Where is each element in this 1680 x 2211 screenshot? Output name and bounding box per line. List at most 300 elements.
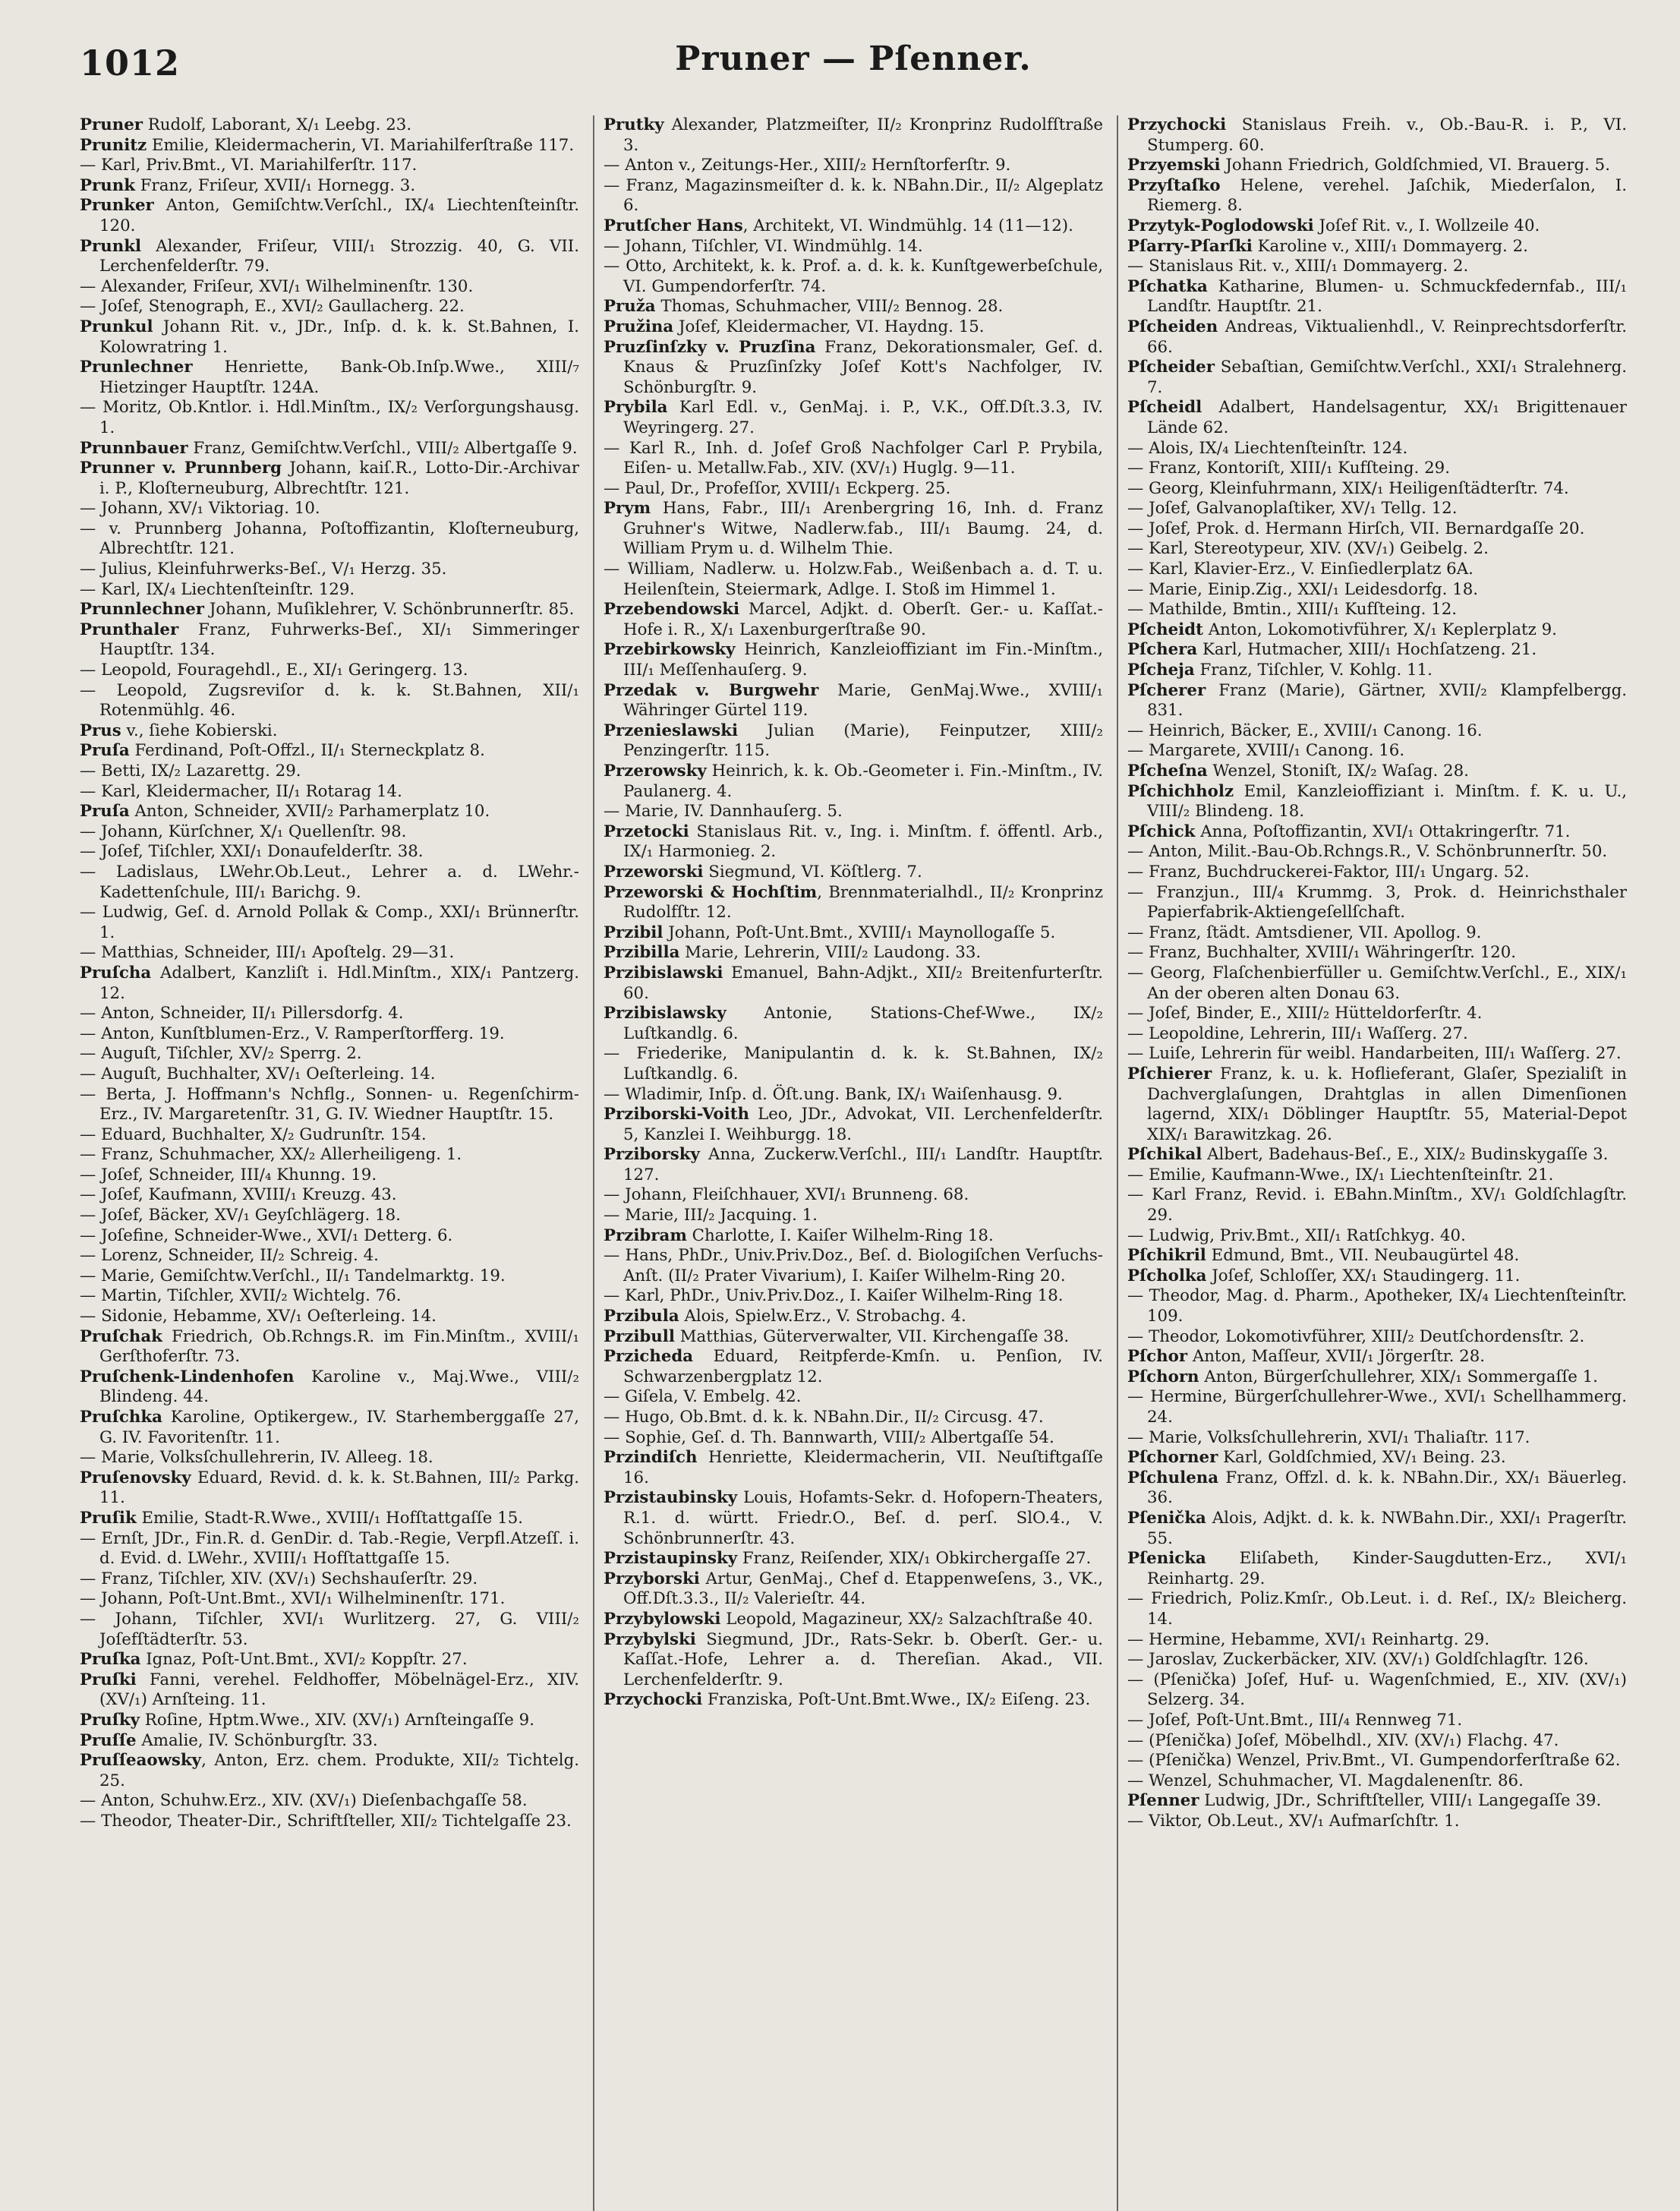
entry-name: Pſchichholz	[1127, 781, 1234, 801]
entry-details: Rudolf, Laborant, X/₁ Leebg. 23.	[142, 115, 412, 134]
entry-details: Franz, Tiſchler, V. Kohlg. 11.	[1194, 661, 1433, 680]
directory-entry	[1127, 1468, 1627, 1509]
entry-name: Przybylski	[604, 1629, 696, 1649]
entry-details: — Marie, Einip.Zig., XXI/₁ Leidesdorfg. 18.	[1127, 579, 1479, 599]
directory-entry	[604, 1428, 1103, 1449]
entry-details: — Hermine, Hebamme, XVI/₁ Reinhartg. 29.	[1127, 1629, 1490, 1649]
entry-name: Pſcheiden	[1127, 317, 1218, 336]
entry-details: — Johann, Tiſchler, XVI/₁ Wurlitzerg. 27, G. VIII/₂ Joſefſtädterſtr. 53.	[80, 1609, 579, 1649]
entry-details: Leo, JDr., Advokat, VII. Lerchenfelderſtr. 5, Kanzlei I. Weihburgg. 18.	[623, 1105, 1103, 1144]
directory-entry	[80, 600, 579, 620]
directory-entry	[1127, 863, 1627, 883]
entry-details: — Franz, Tiſchler, XIV. (XV/₁) Sechshauſerſtr. 29.	[80, 1569, 478, 1588]
directory-entry	[604, 1085, 1103, 1106]
directory-entry	[80, 358, 579, 398]
directory-entry	[1127, 1004, 1627, 1024]
directory-entry	[1127, 1751, 1627, 1771]
entry-details: — Auguſt, Buchhalter, XV/₁ Oeſterleing. 14.	[80, 1064, 436, 1083]
entry-details: — Martin, Tiſchler, XVII/₂ Wichtelg. 76.	[80, 1286, 402, 1306]
entry-name: Prunner v. Prunnberg	[80, 459, 282, 478]
directory-entry	[1127, 560, 1627, 580]
directory-entry	[1127, 1286, 1627, 1326]
directory-entry	[80, 499, 579, 519]
entry-details: — v. Prunnberg Johanna, Poſtoffizantin, Kloſterneuburg, Albrechtſtr. 121.	[80, 519, 579, 559]
entry-details: — Franz, ſtädt. Amtsdiener, VII. Apollog. 9.	[1127, 923, 1482, 942]
directory-entry	[604, 257, 1103, 297]
entry-details: — Johann, Tiſchler, VI. Windmühlg. 14.	[604, 236, 923, 256]
entry-details: — Sidonie, Hebamme, XV/₁ Oeſterleing. 14.	[80, 1307, 437, 1326]
directory-entry	[1127, 883, 1627, 923]
entry-details: Adalbert, Handelsagentur, XX/₁ Brigittenauer Lände 62.	[1147, 398, 1627, 437]
directory-entry	[1127, 580, 1627, 601]
entry-name: Pſcholka	[1127, 1266, 1207, 1285]
entry-details: — Luiſe, Lehrerin für weibl. Handarbeiten, III/₁ Waſſerg. 27.	[1127, 1044, 1622, 1064]
entry-name: Przicheda	[604, 1347, 694, 1367]
entry-details: Alexander, Friſeur, VIII/₁ Strozzig. 40, G. VII. Lerchenfelderſtr. 79.	[99, 236, 579, 276]
directory-entry	[604, 1387, 1103, 1408]
entry-name: Pruſchak	[80, 1326, 162, 1346]
entry-name: Przibislawski	[604, 963, 723, 982]
entry-details: — Joſef, Kaufmann, XVIII/₁ Kreuzg. 43.	[80, 1185, 397, 1205]
directory-entry	[80, 1044, 579, 1064]
directory-entry	[80, 136, 579, 156]
directory-entry	[604, 176, 1103, 216]
entry-details: — Paul, Dr., Profeſſor, XVIII/₁ Eckperg. 25.	[604, 478, 951, 498]
directory-entry	[80, 1004, 579, 1024]
directory-entry	[604, 640, 1103, 680]
directory-entry	[1127, 923, 1627, 944]
entry-details: — Berta, J. Hoffmann's Nchflg., Sonnen- u. Regenſchirm-Erz., IV. Margaretenſtr. 31, G. IV. Wiedner Hauptſtr. 15.	[80, 1084, 579, 1124]
directory-entry	[80, 439, 579, 459]
entry-name: Prunk	[80, 175, 135, 195]
entry-details: , Anton, Erz. chem. Produkte, XII/₂ Tichtelg. 25.	[99, 1751, 579, 1790]
entry-details: — Hermine, Bürgerſchullehrer-Wwe., XVI/₁ Schellhammerg. 24.	[1127, 1387, 1627, 1427]
directory-entry	[1127, 398, 1627, 438]
directory-entry	[1127, 1711, 1627, 1731]
entry-name: Pſenner	[1127, 1791, 1199, 1811]
entry-details: — Karl R., Inh. d. Joſef Groß Nachfolger Carl P. Prybila, Eiſen- u. Metallw.Fab., XIV. (XV/₁) Huglg. 9—11.	[604, 438, 1103, 478]
entry-details: — Joſefine, Schneider-Wwe., XVI/₁ Detterg. 6.	[80, 1225, 453, 1245]
entry-details: — Marie, Gemiſchtw.Verſchl., II/₁ Tandelmarktg. 19.	[80, 1266, 506, 1285]
directory-entry	[80, 580, 579, 601]
directory-entry	[1127, 1387, 1627, 1427]
entry-name: Pſchorn	[1127, 1367, 1199, 1386]
entry-details: — Margarete, XVIII/₁ Canong. 16.	[1127, 741, 1405, 761]
directory-entry	[604, 1206, 1103, 1226]
directory-entry	[1127, 277, 1627, 317]
entry-name: Pſchorner	[1127, 1448, 1218, 1468]
entry-name: Przindiſch	[604, 1448, 698, 1468]
entry-name: Pſchikril	[1127, 1246, 1206, 1266]
entry-details: Johann, kaiſ.R., Lotto-Dir.-Archivar i. P., Kloſterneuburg, Albrechtſtr. 121.	[99, 459, 579, 498]
entry-details: — Johann, XV/₁ Viktoriag. 10.	[80, 499, 320, 519]
directory-entry	[1127, 964, 1627, 1004]
entry-name: Pruſa	[80, 741, 130, 761]
entry-details: Marie, GenMaj.Wwe., XVIII/₁ Währinger Gürtel 119.	[623, 680, 1103, 721]
entry-name: Pſchikal	[1127, 1145, 1202, 1165]
directory-entry	[80, 1812, 579, 1832]
entry-details: — (Pſenička) Joſef, Möbelhdl., XIV. (XV/₁) Flachg. 47.	[1127, 1730, 1559, 1750]
entry-details: — Leopold, Fouragehdl., E., XI/₁ Geringerg. 13.	[80, 661, 468, 680]
entry-name: Prunnbauer	[80, 438, 188, 458]
entry-details: — Marie, Volksſchullehrerin, XVI/₁ Thaliaſtr. 117.	[1127, 1427, 1530, 1447]
entry-details: — Joſef, Tiſchler, XXI/₁ Donaufelderſtr. 38.	[80, 842, 424, 862]
entry-details: — Johann, Poſt-Unt.Bmt., XVI/₁ Wilhelminenſtr. 171.	[80, 1589, 506, 1609]
directory-entry	[604, 216, 1103, 237]
entry-details: Anton, Maſſeur, XVII/₁ Jörgerſtr. 28.	[1187, 1347, 1486, 1367]
entry-details: Artur, GenMaj., Chef d. Etappenweſens, 3., VK., Off.Dſt.3.3., II/₂ Valerieſtr. 44.	[623, 1569, 1103, 1609]
entry-details: Eliſabeth, Kinder-Saugdutten-Erz., XVI/₁ Reinhartg. 29.	[1147, 1549, 1627, 1588]
entry-details: — Karl, Stereotypeur, XIV. (XV/₁) Geibelg. 2.	[1127, 539, 1489, 559]
directory-entry	[1127, 1064, 1627, 1145]
entry-details: Fanni, verehel. Feldhoffer, Möbelnägel-Erz., XIV. (XV/₁) Arnſteing. 11.	[99, 1670, 579, 1710]
entry-name: Prunitz	[80, 135, 147, 155]
directory-entry	[1127, 661, 1627, 681]
directory-entry	[1127, 1246, 1627, 1266]
entry-details: — Auguſt, Tiſchler, XV/₂ Sperrg. 2.	[80, 1044, 362, 1064]
directory-entry	[1127, 1670, 1627, 1711]
entry-details: Wenzel, Stoniſt, IX/₂ Waſag. 28.	[1207, 762, 1469, 781]
entry-details: — Anton v., Zeitungs-Her., XIII/₂ Hernſtorferſtr. 9.	[604, 156, 1011, 175]
entry-name: Pſchor	[1127, 1347, 1188, 1367]
entry-details: Franz, k. u. k. Hoflieferant, Glaſer, Spezialiſt in Dachverglaſungen, Drahtglas in allen Dimenſionen lagernd, XIX/₁ Döblinger Hauptſtr. 55, Material-Depot XIX/₁ Barawitzkag. 26.	[1147, 1064, 1627, 1144]
entry-details: — Marie, III/₂ Jacquing. 1.	[604, 1206, 818, 1225]
directory-entry	[80, 822, 579, 843]
entry-details: — Julius, Kleinfuhrwerks-Beſ., V/₁ Herzg. 35.	[80, 560, 447, 579]
entry-name: Przetocki	[604, 822, 689, 841]
directory-entry	[1127, 1327, 1627, 1348]
entry-details: — Karl, Klavier-Erz., V. Einſiedlerplatz 6A.	[1127, 560, 1474, 579]
entry-details: Karl, Hutmacher, XIII/₁ Hochſatzeng. 21.	[1197, 640, 1537, 660]
directory-entry	[80, 1226, 579, 1247]
directory-entry	[604, 1226, 1103, 1247]
entry-details: Emil, Kanzleioffiziant i. Minſtm. f. K. u. U., VIII/₂ Blindeng. 18.	[1147, 781, 1627, 822]
entry-name: Pſchulena	[1127, 1468, 1219, 1487]
entry-details: — Joſef, Poſt-Unt.Bmt., III/₄ Rennweg 71.	[1127, 1710, 1463, 1730]
directory-entry	[604, 1569, 1103, 1610]
entry-details: — Marie, IV. Dannhauſerg. 5.	[604, 802, 843, 822]
entry-details: Hans, Fabr., III/₁ Arenbergring 16, Inh. d. Franz Gruhner's Witwe, Nadlerw.fab., III/₁ Baumg. 24, d. William Prym u. d. Wilhelm Thie.	[623, 499, 1103, 559]
directory-entry	[1127, 539, 1627, 560]
entry-details: — (Pſenička) Wenzel, Priv.Bmt., VI. Gumpendorferſtraße 62.	[1127, 1751, 1621, 1771]
directory-entry	[80, 1589, 579, 1610]
entry-details: — Anton, Milit.-Bau-Ob.Rchngs.R., V. Schönbrunnerſtr. 50.	[1127, 842, 1608, 862]
directory-entry	[604, 802, 1103, 822]
entry-details: Amalie, IV. Schönburgſtr. 33.	[136, 1730, 378, 1750]
entry-details: Johann Rit. v., JDr., Inſp. d. k. k. St.Bahnen, I. Kolowratring 1.	[99, 317, 579, 357]
entry-name: Prunkul	[80, 317, 153, 336]
directory-entry	[80, 1610, 579, 1650]
entry-details: — Matthias, Schneider, III/₁ Apoſtelg. 29—31.	[80, 943, 455, 963]
entry-details: Anton, Bürgerſchullehrer, XIX/₁ Sommergaſſe 1.	[1199, 1367, 1598, 1386]
entry-details: — Theodor, Lokomotivführer, XIII/₂ Deutſchordensſtr. 2.	[1127, 1326, 1585, 1346]
entry-name: Przerowsky	[604, 762, 707, 781]
directory-entry	[604, 317, 1103, 338]
entry-details: — Hugo, Ob.Bmt. d. k. k. NBahn.Dir., II/₂ Circusg. 47.	[604, 1408, 1044, 1427]
entry-details: Leopold, Magazineur, XX/₂ Salzachſtraße 40.	[720, 1609, 1093, 1629]
entry-details: Karoline v., XIII/₁ Dommayerg. 2.	[1252, 236, 1528, 256]
entry-name: Pſcheſna	[1127, 762, 1208, 781]
directory-entry	[604, 822, 1103, 863]
directory-entry	[604, 1347, 1103, 1387]
directory-entry	[1127, 1549, 1627, 1589]
entry-details: — Sophie, Geſ. d. Th. Bannwarth, VIII/₂ Albertgaſſe 54.	[604, 1427, 1054, 1447]
page-number: 1012	[80, 43, 181, 84]
entry-details: — (Pſenička) Joſef, Huf- u. Wagenſchmied, E., XIV. (XV/₁) Selzerg. 34.	[1127, 1670, 1627, 1710]
directory-entry	[80, 1529, 579, 1569]
directory-entry	[80, 1367, 579, 1408]
entry-details: — Ladislaus, LWehr.Ob.Leut., Lehrer a. d. LWehr.-Kadettenſchule, III/₁ Barichg. 9.	[80, 862, 579, 902]
directory-entry	[1127, 782, 1627, 822]
directory-entry	[1127, 479, 1627, 500]
directory-entry	[1127, 640, 1627, 661]
entry-details: Friedrich, Ob.Rchngs.R. im Fin.Minſtm., XVIII/₁ Gerſthoferſtr. 73.	[99, 1326, 579, 1367]
directory-entry	[1127, 237, 1627, 257]
directory-entry	[1127, 156, 1627, 176]
entry-details: Helene, verehel. Jaſchik, Miederſalon, I. Riemerg. 8.	[1147, 175, 1627, 216]
directory-entry	[80, 1206, 579, 1226]
entry-name: Przebirkowsky	[604, 640, 736, 660]
entry-name: Prziborski-Voith	[604, 1105, 750, 1124]
directory-entry	[604, 1448, 1103, 1488]
entry-details: Stanislaus Freih. v., Ob.-Bau-R. i. P., VI. Stumperg. 60.	[1147, 115, 1627, 155]
entry-name: Pruner	[80, 115, 143, 134]
entry-details: Marie, Lehrerin, VIII/₂ Laudong. 33.	[679, 943, 982, 963]
entry-details: — Moritz, Ob.Kntlor. i. Hdl.Minſtm., IX/₂ Verſorgungshausg. 1.	[80, 398, 579, 437]
directory-entry	[1127, 1630, 1627, 1651]
entry-details: — Hans, PhDr., Univ.Priv.Doz., Beſ. d. Biologiſchen Verſuchs-Anſt. (II/₂ Prater Vivarium), I. Kaiſer Wilhelm-Ring 20.	[604, 1246, 1103, 1285]
directory-entry	[604, 883, 1103, 923]
directory-entry	[80, 1448, 579, 1468]
entry-name: Prunlechner	[80, 358, 193, 377]
entry-details: Charlotte, I. Kaiſer Wilhelm-Ring 18.	[686, 1225, 994, 1245]
directory-entry	[1127, 600, 1627, 620]
entry-name: Prunnlechner	[80, 600, 205, 620]
directory-entry	[80, 1327, 579, 1367]
entry-name: Pruſki	[80, 1670, 137, 1689]
directory-entry	[80, 317, 579, 358]
directory-entry	[80, 176, 579, 197]
entry-name: Pruſchenk-Lindenhofen	[80, 1367, 295, 1386]
directory-entry	[80, 1286, 579, 1307]
directory-entry	[1127, 1226, 1627, 1247]
directory-entry	[80, 741, 579, 762]
entry-name: Przychocki	[1127, 115, 1227, 134]
directory-entry	[604, 115, 1103, 156]
directory-entry	[80, 196, 579, 236]
entry-name: Prunthaler	[80, 620, 179, 639]
directory-entry	[80, 115, 579, 136]
entry-name: Pſcherer	[1127, 680, 1206, 700]
directory-entry	[1127, 721, 1627, 742]
entry-details: Franz (Marie), Gärtner, XVII/₂ Klampfelbergg. 831.	[1147, 680, 1627, 721]
directory-entry	[1127, 1589, 1627, 1629]
entry-details: — Mathilde, Bmtin., XIII/₁ Kufſteing. 12.	[1127, 600, 1458, 620]
entry-name: Prym	[604, 499, 651, 519]
entry-details: — Anton, Kunſtblumen-Erz., V. Ramperſtorfferg. 19.	[80, 1023, 505, 1043]
directory-entry	[604, 923, 1103, 944]
directory-entry	[604, 297, 1103, 317]
directory-entry	[80, 802, 579, 822]
entry-details: , Brennmaterialhdl., II/₂ Kronprinz Rudolfſtr. 12.	[623, 882, 1103, 923]
entry-details: Siegmund, VI. Köſtlerg. 7.	[703, 862, 922, 882]
entry-details: Henriette, Bank-Ob.Inſp.Wwe., XIII/₇ Hietzinger Hauptſtr. 124A.	[99, 358, 579, 397]
directory-entry	[604, 1044, 1103, 1084]
directory-entry	[1127, 176, 1627, 216]
directory-entry	[80, 1266, 579, 1287]
entry-name: Pſchick	[1127, 822, 1196, 841]
directory-entry	[1127, 822, 1627, 843]
entry-details: Karoline v., Maj.Wwe., VIII/₂ Blindeng. 44.	[99, 1367, 579, 1407]
directory-entry	[604, 1610, 1103, 1630]
entry-details: Alexander, Platzmeiſter, II/₂ Kronprinz Rudolfſtraße 3.	[623, 115, 1103, 155]
directory-entry	[604, 439, 1103, 479]
entry-details: Anton, Lokomotivführer, X/₁ Keplerplatz 9.	[1203, 620, 1557, 639]
entry-details: Franz, Fuhrwerks-Beſ., XI/₁ Simmeringer Hauptſtr. 134.	[99, 620, 579, 660]
entry-details: — Heinrich, Bäcker, E., XVIII/₁ Canong. 16.	[1127, 721, 1483, 740]
directory-entry	[80, 1650, 579, 1670]
directory-entry	[80, 661, 579, 681]
entry-name: Przibull	[604, 1326, 675, 1346]
entry-details: — Wenzel, Schuhmacher, VI. Magdalenenſtr. 86.	[1127, 1771, 1524, 1790]
entry-details: Heinrich, k. k. Ob.-Geometer i. Fin.-Minſtm., IV. Paulanerg. 4.	[623, 762, 1103, 801]
entry-details: Franz, Gemiſchtw.Verſchl., VIII/₂ Albertgaſſe 9.	[188, 438, 578, 458]
entry-name: Prziborsky	[604, 1145, 700, 1165]
entry-name: Przibislawsky	[604, 1004, 727, 1023]
entry-details: Eduard, Reitpferde-Kmſn. u. Penſion, IV. Schwarzenbergplatz 12.	[623, 1347, 1103, 1386]
directory-entry	[1127, 519, 1627, 540]
directory-entry	[604, 1307, 1103, 1327]
entry-name: Przytyk-Poglodowski	[1127, 216, 1314, 235]
directory-entry	[80, 1731, 579, 1752]
entry-name: Prybila	[604, 398, 668, 418]
directory-entry	[80, 1509, 579, 1529]
entry-details: Louis, Hofamts-Sekr. d. Hofopern-Theaters, R.1. d. württ. Friedr.O., Beſ. d. perſ. SlO.4., V. Schönbrunnerſtr. 43.	[623, 1488, 1103, 1548]
directory-entry	[80, 1085, 579, 1125]
entry-details: Ferdinand, Poſt-Offzl., II/₁ Sterneckplatz 8.	[129, 741, 485, 761]
entry-details: Johann, Muſiklehrer, V. Schönbrunnerſtr. 85.	[204, 600, 575, 620]
entry-details: — Karl, PhDr., Univ.Priv.Doz., I. Kaiſer Wilhelm-Ring 18.	[604, 1286, 1064, 1306]
directory-entry	[1127, 1448, 1627, 1468]
entry-details: — Joſef, Binder, E., XIII/₂ Hütteldorferſtr. 4.	[1127, 1004, 1483, 1023]
directory-entry	[80, 1307, 579, 1327]
entry-details: Franziska, Poſt-Unt.Bmt.Wwe., IX/₂ Eiſeng. 23.	[702, 1690, 1091, 1710]
directory-entry	[1127, 459, 1627, 479]
entry-details: Johann Friedrich, Goldſchmied, VI. Brauerg. 5.	[1220, 156, 1610, 175]
entry-details: Anna, Zuckerw.Verſchl., III/₁ Landſtr. Hauptſtr. 127.	[623, 1145, 1103, 1184]
directory-entry	[604, 398, 1103, 438]
entry-name: Pſchatka	[1127, 276, 1208, 296]
entry-details: Emilie, Kleidermacherin, VI. Mariahilferſtraße 117.	[147, 135, 575, 155]
entry-details: — Joſef, Stenograph, E., XVI/₂ Gaullacherg. 22.	[80, 297, 465, 317]
entry-columns	[80, 115, 1627, 2211]
column-3	[1117, 115, 1627, 2211]
entry-name: Pruſik	[80, 1508, 137, 1528]
directory-entry	[604, 1185, 1103, 1206]
entry-details: Julian (Marie), Feinputzer, XIII/₂ Penzingerſtr. 115.	[623, 721, 1103, 761]
entry-details: — Alois, IX/₄ Liechtenſteinſtr. 124.	[1127, 438, 1408, 458]
directory-entry	[1127, 620, 1627, 641]
entry-details: — Jaroslav, Zuckerbäcker, XIV. (XV/₁) Goldſchlagſtr. 126.	[1127, 1650, 1589, 1670]
entry-name: Przibil	[604, 923, 663, 942]
entry-details: — Leopold, Zugsreviſor d. k. k. St.Bahnen, XII/₁ Rotenmühlg. 46.	[80, 680, 579, 721]
entry-details: Franz, Reiſender, XIX/₁ Obkirchergaſſe 27.	[737, 1549, 1092, 1569]
directory-entry	[604, 681, 1103, 721]
entry-details: — Ludwig, Priv.Bmt., XII/₁ Ratſchkyg. 40.	[1127, 1225, 1466, 1245]
entry-details: Katharine, Blumen- u. Schmuckfedernfab., III/₁ Landſtr. Hauptſtr. 21.	[1147, 276, 1627, 317]
directory-entry	[1127, 1185, 1627, 1225]
directory-entry	[1127, 358, 1627, 398]
entry-name: Pſcheja	[1127, 661, 1195, 680]
entry-details: Siegmund, JDr., Rats-Sekr. b. Oberſt. Ger.- u. Kaſſat.-Hofe, Lehrer a. d. Thereſian. Akad., VII. Lerchenfelderſtr. 9.	[623, 1629, 1103, 1689]
directory-entry	[80, 782, 579, 803]
entry-details: — Karl, Priv.Bmt., VI. Mariahilferſtr. 117.	[80, 156, 418, 175]
entry-details: — Giſela, V. Embelg. 42.	[604, 1387, 802, 1407]
directory-entry	[604, 560, 1103, 600]
entry-details: — Karl, IX/₄ Liechtenſteinſtr. 129.	[80, 579, 355, 599]
directory-entry	[80, 1670, 579, 1711]
directory-entry	[80, 1246, 579, 1266]
directory-entry	[604, 499, 1103, 560]
entry-name: Przedak v. Burgwehr	[604, 680, 819, 700]
entry-details: Anton, Schneider, XVII/₂ Parhamerplatz 10.	[129, 802, 490, 822]
entry-name: Przyemski	[1127, 156, 1221, 175]
directory-entry	[1127, 216, 1627, 237]
directory-entry	[80, 277, 579, 298]
entry-details: Marcel, Adjkt. d. Oberſt. Ger.- u. Kaſſat.-Hofe i. R., X/₁ Laxenburgerſtraße 90.	[623, 600, 1103, 639]
entry-details: — Eduard, Buchhalter, X/₂ Gudrunſtr. 154.	[80, 1124, 427, 1144]
directory-entry	[1127, 762, 1627, 782]
entry-name: Pſcheider	[1127, 358, 1215, 377]
entry-details: — Karl, Kleidermacher, II/₁ Rotarag 14.	[80, 781, 402, 801]
entry-name: Pſcheidt	[1127, 620, 1203, 639]
directory-entry	[80, 1064, 579, 1085]
entry-details: Emanuel, Bahn-Adjkt., XII/₂ Breitenfurterſtr. 60.	[623, 963, 1103, 1003]
entry-name: Przibram	[604, 1225, 687, 1245]
directory-entry	[1127, 115, 1627, 156]
entry-name: Pruſchka	[80, 1408, 162, 1427]
entry-details: — Marie, Volksſchullehrerin, IV. Alleeg. 18.	[80, 1448, 433, 1468]
entry-name: Prutky	[604, 115, 664, 134]
directory-entry	[80, 1569, 579, 1590]
entry-name: Przeworski & Hochſtim	[604, 882, 818, 902]
directory-entry	[604, 762, 1103, 802]
entry-details: — Anton, Schneider, II/₁ Pillersdorfg. 4.	[80, 1004, 404, 1023]
directory-entry	[80, 964, 579, 1004]
entry-details: — Joſef, Prok. d. Hermann Hirſch, VII. Bernardgaſſe 20.	[1127, 519, 1585, 538]
directory-entry	[80, 863, 579, 903]
entry-details: — Franz, Magazinsmeiſter d. k. k. NBahn.Dir., II/₂ Algeplatz 6.	[604, 175, 1103, 216]
entry-name: Przistaubinsky	[604, 1488, 738, 1508]
directory-entry	[604, 1145, 1103, 1185]
entry-details: — Ernſt, JDr., Fin.R. d. GenDir. d. Tab.-Regie, Verpfl.Atzeſſ. i. d. Evid. d. LWehr., XVIII/₁ Hofſtattgaſſe 15.	[80, 1528, 579, 1569]
entry-name: Pruža	[604, 297, 656, 317]
directory-entry	[604, 1488, 1103, 1549]
directory-entry	[80, 156, 579, 176]
entry-name: Prunkl	[80, 236, 142, 256]
column-1	[80, 115, 579, 2211]
entry-name: Pſchierer	[1127, 1064, 1212, 1083]
directory-entry	[80, 1711, 579, 1731]
directory-entry	[1127, 1044, 1627, 1064]
entry-name: Przychocki	[604, 1690, 703, 1710]
entry-details: — Johann, Fleiſchhauer, XVI/₁ Brunneng. 68.	[604, 1185, 969, 1205]
entry-details: — Betti, IX/₂ Lazarettg. 29.	[80, 762, 301, 781]
entry-details: Anton, Gemiſchtw.Verſchl., IX/₄ Liechtenſteinſtr. 120.	[99, 196, 579, 235]
entry-details: Heinrich, Kanzleioffiziant im Fin.-Minſtm., III/₁ Meſſenhauſerg. 9.	[623, 640, 1103, 680]
entry-details: Anna, Poſtoffizantin, XVI/₁ Ottakringerſtr. 71.	[1195, 822, 1571, 841]
entry-details: Eduard, Revid. d. k. k. St.Bahnen, III/₂ Parkg. 11.	[99, 1468, 579, 1508]
